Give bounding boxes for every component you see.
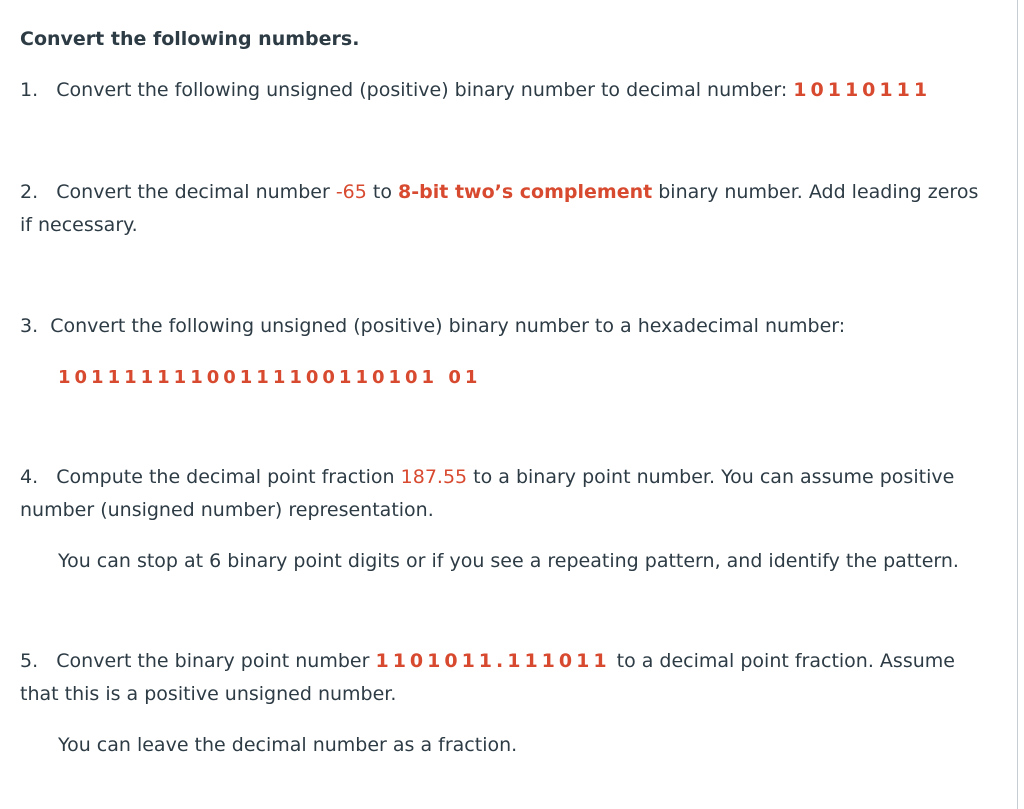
question-4-value: 187.55 (400, 466, 468, 488)
question-1 (20, 74, 1000, 107)
question-3-text: Convert the following unsigned (positive) binary number to a hexadecimal number: (50, 315, 846, 337)
question-2-emphasis: 8-bit two’s complement (398, 181, 653, 203)
question-2 (20, 176, 995, 242)
question-5-text-a: Convert the binary point number (56, 650, 370, 672)
question-3-value: 10111111100111100110101 01 (58, 367, 482, 388)
question-2-number: 2. (20, 181, 39, 203)
question-2-value: -65 (335, 181, 367, 203)
question-4-note: You can stop at 6 binary point digits or if you see a repeating pattern, and identify the pattern. (58, 550, 959, 572)
question-2-text-c: binary number. Add leading zeros if necessary. (20, 181, 979, 236)
page-heading: Convert the following numbers. (20, 28, 360, 50)
question-2-text-a: Convert the decimal number (56, 181, 330, 203)
question-3 (20, 310, 1000, 343)
question-2-text-b: to (372, 181, 392, 203)
question-5-number: 5. (20, 650, 39, 672)
question-4 (20, 461, 995, 527)
question-1-value: 10110111 (793, 79, 932, 101)
question-3-number: 3. (20, 315, 39, 337)
question-4-text-a: Compute the decimal point fraction (56, 466, 395, 488)
question-5 (20, 645, 995, 711)
question-4-text-b: to a binary point number. You can assume positive number (unsigned number) representation. (20, 466, 955, 521)
question-5-text-b: to a decimal point fraction. Assume that this is a positive unsigned number. (20, 650, 955, 705)
question-4-number: 4. (20, 466, 39, 488)
question-5-value: 1101011.111011 (375, 650, 611, 672)
question-5-note: You can leave the decimal number as a fraction. (58, 734, 518, 756)
question-1-number: 1. (20, 79, 39, 101)
question-1-text: Convert the following unsigned (positive) binary number to decimal number: (56, 79, 788, 101)
